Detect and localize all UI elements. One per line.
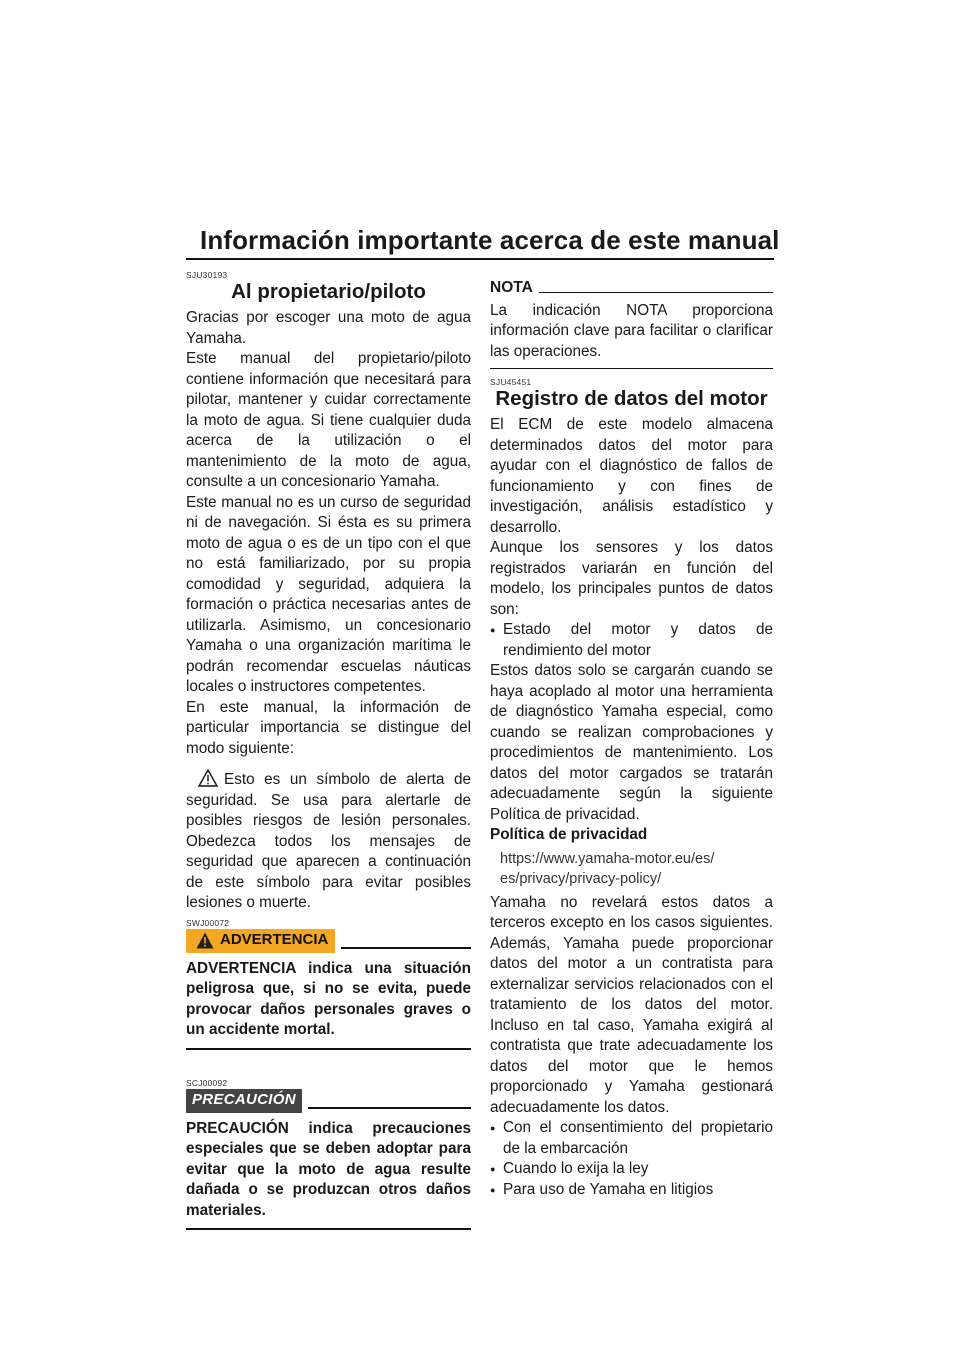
- url-line: es/privacy/privacy-policy/: [500, 870, 662, 887]
- policy-title: Política de privacidad: [490, 826, 648, 843]
- privacy-url: [490, 849, 773, 889]
- warning-badge: [186, 929, 335, 953]
- list-item: ● Cuando lo exija la ley: [490, 1159, 773, 1180]
- paragraph: Yamaha no revelará estos datos a terceros excepto en los casos siguientes. Además, Yamaha puede proporcionar datos del motor a un contratista para externalizar servicios relacionados con el tratamiento de los datos del motor. Incluso en tal caso, Yamaha exigirá al contratista que trate adecuadamente los datos del motor que le hemos proporcionado y Yamaha gestionará adecuadamente los datos.: [490, 893, 773, 1116]
- paragraph: El ECM de este modelo almacena determinados datos del motor para ayudar con el diagnóstico de fallos de funcionamiento y con fines de investigación, análisis estadístico y desarrollo.: [490, 416, 773, 536]
- paragraph: Aunque los sensores y los datos registrados variarán en función del modelo, los principales puntos de datos son:: [490, 539, 773, 618]
- divider: [490, 368, 773, 369]
- bullet-list: [490, 1118, 773, 1200]
- section-heading-owner: Al propietario/piloto: [231, 280, 426, 303]
- list-item: ● Para uso de Yamaha en litigios: [490, 1180, 773, 1201]
- divider: [341, 947, 471, 949]
- warning-triangle-icon: [196, 932, 214, 949]
- left-column: [186, 270, 471, 1230]
- divider: [186, 1048, 471, 1050]
- right-column: [490, 270, 773, 1200]
- paragraph: Estos datos solo se cargarán cuando se haya acoplado al motor una herramienta de diagnóstico Yamaha especial, como cuando se realizan comprobaciones y procedimientos de mantenimiento. Los datos del motor cargados se tratarán adecuadamente según la siguiente Política de privacidad.: [490, 662, 773, 823]
- note-label: NOTA: [490, 279, 533, 296]
- caution-label-row: [186, 1089, 471, 1113]
- warning-label: ADVERTENCIA: [220, 931, 329, 949]
- section-code: SWJ00072: [186, 917, 230, 928]
- caution-label: PRECAUCIÓN: [192, 1091, 296, 1109]
- page-header: [186, 224, 780, 260]
- note-text: La indicación NOTA proporciona información clave para facilitar o clarificar las operaciones.: [490, 301, 773, 360]
- alert-text: Esto es un símbolo de alerta de seguridad. Se usa para alertarle de posibles riesgos de lesión personales. Obedezca todos los mensajes de seguridad que aparecen a continuación de este símbolo para evitar posibles lesiones o muerte.: [186, 771, 471, 911]
- list-item: ● Con el consentimiento del propietario de la embarcación: [490, 1118, 773, 1159]
- alert-paragraph: [186, 769, 471, 914]
- divider: [539, 292, 773, 293]
- page-title: Información importante acerca de este manual: [200, 225, 780, 255]
- list-item: ● Estado del motor y datos de rendimiento del motor: [490, 620, 773, 661]
- divider: [308, 1107, 471, 1109]
- warning-label-row: [186, 929, 471, 953]
- safety-alert-icon: [198, 769, 218, 787]
- caution-text: PRECAUCIÓN indica precauciones especiales que se deben adoptar para evitar que la moto de agua resulte dañada o se produzcan otros daños materiales.: [186, 1119, 471, 1219]
- paragraph: Este manual no es un curso de seguridad ni de navegación. Si ésta es su primera moto de agua o es de un tipo con el que no está familiarizado, por su propia comodidad y seguridad, adquiera la formación o práctica necesarias antes de utilizarla. Asimismo, un concesionario Yamaha o una organización marítima le podrán recomendar escuelas náuticas locales o instructores competentes.: [186, 493, 471, 695]
- paragraph: Este manual del propietario/piloto contiene información que necesitará para pilotar, mantener y cuidar correctamente la moto de agua. Si tiene cualquier duda acerca de la utilización o el mantenimiento de la moto de agua, consulte a un concesionario Yamaha.: [186, 350, 471, 490]
- warning-text: ADVERTENCIA indica una situación peligrosa que, si no se evita, puede provocar daños personales graves o un accidente mortal.: [186, 959, 471, 1038]
- paragraph: Gracias por escoger una moto de agua Yamaha.: [186, 309, 471, 347]
- note-header: [490, 278, 773, 299]
- paragraph: En este manual, la información de particular importancia se distingue del modo siguiente:: [186, 698, 471, 757]
- caution-badge: [186, 1089, 302, 1113]
- section-code: SJU30193: [186, 270, 228, 280]
- section-heading-data-logging: Registro de datos del motor: [495, 387, 768, 410]
- bullet-list: [490, 620, 773, 661]
- section-code: SJU45451: [490, 377, 532, 387]
- url-line: https://www.yamaha-motor.eu/es/: [500, 850, 715, 867]
- section-code: SCJ00092: [186, 1077, 228, 1088]
- divider: [186, 1228, 471, 1230]
